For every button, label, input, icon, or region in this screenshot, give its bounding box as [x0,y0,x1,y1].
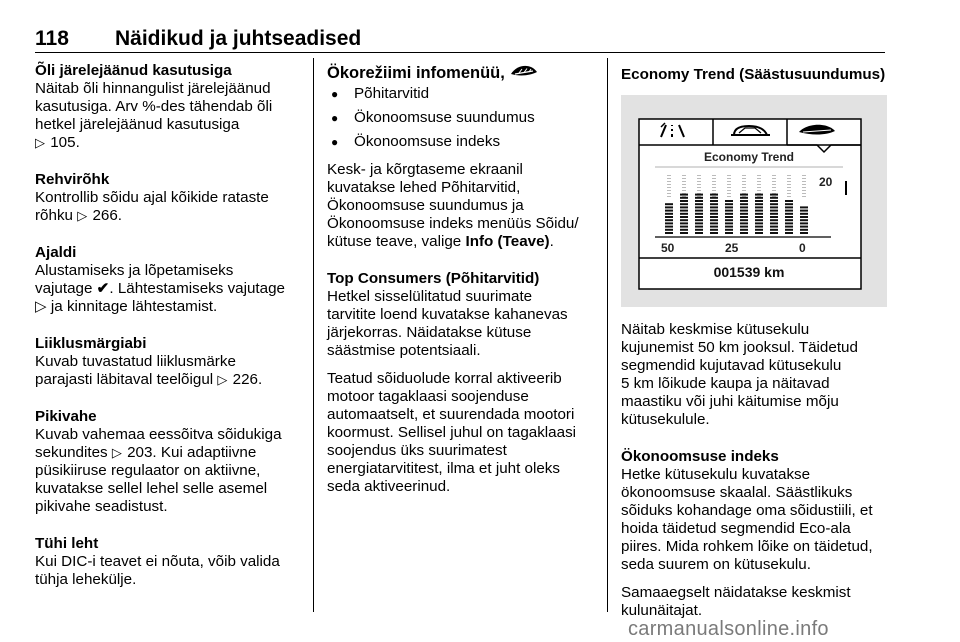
text-fragment: vajutage [35,280,93,297]
section-heading: Ajaldi [35,244,77,261]
text-line: Kuvab vahemaa eessõitva sõidukiga [35,426,282,443]
trend-bar-segment [725,200,733,202]
trend-bar-segment [710,194,718,196]
grid-dot [667,187,671,188]
trend-bar-segment [755,203,763,205]
axis-top-label: 20 [819,175,833,189]
trend-bar-segment [785,203,793,205]
trend-bar-segment [665,232,673,234]
trend-bar-segment [770,216,778,218]
grid-dot [667,181,671,182]
trend-bar-segment [770,232,778,234]
section-economy-index [621,448,889,620]
page-reference-link[interactable]: 266. [92,207,123,224]
text-line [35,444,303,462]
trend-bar-segment [695,197,703,199]
page-reference-link[interactable]: 105. [50,134,80,151]
trend-bar-segment [740,222,748,224]
trend-bar-segment [770,203,778,205]
trend-bar-segment [755,200,763,202]
text-fragment: rõhku [35,207,73,224]
trend-bar-segment [665,216,673,218]
text-line: Kuvab tuvastatud liiklusmärke [35,353,236,370]
menu-name: Info (Teave) [465,232,550,250]
section-heading: Economy Trend (Säästusuundumus) [621,66,886,83]
grid-dot [802,193,806,194]
list-item: ● Ökonoomsuse suundumus [327,109,595,127]
trend-bar-segment [740,213,748,215]
grid-dot [727,181,731,182]
trend-bar-segment [725,222,733,224]
grid-dot [787,196,791,197]
trend-bar-segment [755,213,763,215]
trend-bar-segment [710,206,718,208]
trend-bar-segment [665,210,673,212]
trend-bar-segment [680,219,688,221]
grid-dot [712,187,716,188]
grid-dot [727,184,731,185]
grid-dot [772,184,776,185]
text-line: kasutusiga. Arv %-des tähendab õli [35,98,273,115]
trend-bar-segment [665,206,673,208]
page-reference-icon: ▷ [77,208,88,223]
trend-bar-segment [800,210,808,212]
text-line: säästmise potentsiaali. [327,341,481,359]
trend-bar-segment [725,206,733,208]
trend-bar-segment [725,219,733,221]
grid-dot [742,175,746,176]
trend-bar-segment [695,216,703,218]
page-reference-icon: ▷ [35,135,45,150]
grid-dot [757,181,761,182]
trend-bar-segment [680,210,688,212]
page-title: Näidikud ja juhtseadised [115,27,362,50]
axis-label-50: 50 [661,241,675,255]
grid-dot [742,187,746,188]
section-heading: Õli järelejäänud kasutusiga [35,62,232,79]
text-line: tarvitite loend kuvatakse kahanevas [327,305,568,323]
trend-bar-segment [695,200,703,202]
grid-dot [667,196,671,197]
text-line: pikivahe seadistust. [35,498,168,515]
grid-dot [682,175,686,176]
trend-bar-segment [755,219,763,221]
text-line: Ökonoomsuse suundumus ja [327,196,524,214]
section-heading: Rehvirõhk [35,171,110,188]
trend-bar-segment [800,216,808,218]
trend-bar-segment [755,226,763,228]
grid-dot [802,184,806,185]
trend-bar-segment [725,216,733,218]
grid-dot [682,178,686,179]
section-heading [327,62,595,85]
grid-dot [787,175,791,176]
grid-dot [667,190,671,191]
paragraph-intro [327,161,595,251]
grid-dot [682,190,686,191]
grid-dot [772,181,776,182]
grid-dot [697,181,701,182]
text-fragment: sekundites [35,444,108,461]
column-divider-2 [607,58,608,612]
grid-dot [727,187,731,188]
trend-bar-segment [665,222,673,224]
text-fragment: . Lähtestamiseks vajutage [109,280,285,297]
text-line: ökonoomsuse skaalal. Säästlikuks [621,484,853,501]
text-line: Näitab keskmise kütusekulu [621,321,810,338]
text-line: Teatud sõiduolude korral aktiveerib [327,369,562,387]
text-line: tühja lehekülje. [35,571,137,588]
trend-bar-segment [710,216,718,218]
text-line: kulunäitajat. [621,602,703,619]
text-line: energiatarvititest, ilma et juht oleks [327,459,560,477]
grid-dot [787,178,791,179]
heading-text: Ökorežiimi infomenüü, [327,64,505,82]
trend-bar-segment [695,210,703,212]
scale-marker [845,181,847,195]
grid-dot [757,175,761,176]
trend-bar-segment [740,203,748,205]
trend-bar-segment [785,232,793,234]
text-fragment: . [549,232,554,250]
trend-bar-segment [785,229,793,231]
text-line: Alustamiseks ja lõpetamiseks [35,262,234,279]
section-tire-pressure [35,171,303,225]
trend-bar-segment [770,219,778,221]
section-traffic-sign-assist [35,335,303,389]
column-left [35,62,303,608]
trend-bar-segment [710,213,718,215]
grid-dot [712,175,716,176]
trend-bar-segment [785,219,793,221]
page-reference-icon: ▷ [111,445,122,460]
grid-dot [682,181,686,182]
trend-bar-segment [680,197,688,199]
grid-dot [802,196,806,197]
grid-dot [802,175,806,176]
text-line: Ökonoomsuse indeks menüüs Sõidu/ [327,214,579,232]
grid-dot [727,175,731,176]
trend-bar-segment [665,226,673,228]
trend-bar-segment [740,194,748,196]
section-heading: Tühi leht [35,535,99,552]
axis-label-0: 0 [799,241,806,255]
text-fragment: Kui adaptiivne [160,444,257,461]
text-line: Hetkel sisselülitatud suurimate [327,287,533,305]
text-line [35,134,303,152]
grid-dot [667,175,671,176]
trend-bar-segment [755,210,763,212]
text-line: Kontrollib sõidu ajal kõikide rataste [35,189,269,206]
grid-dot [802,181,806,182]
trend-bar-segment [755,229,763,231]
grid-dot [727,178,731,179]
grid-dot [787,184,791,185]
economy-trend-display [621,95,887,307]
grid-dot [712,184,716,185]
grid-dot [787,187,791,188]
trend-bar-segment [755,222,763,224]
list-item: ● Põhitarvitid [327,85,595,103]
trend-bar-segment [680,226,688,228]
trend-bar-segment [770,200,778,202]
grid-dot [727,193,731,194]
section-timer [35,244,303,316]
trend-bar-segment [680,194,688,196]
trend-bar-segment [785,213,793,215]
grid-dot [772,187,776,188]
paragraph-trend [621,321,889,429]
trend-bar-segment [680,229,688,231]
trend-bar-segment [755,206,763,208]
trend-bar-segment [710,226,718,228]
trend-bar-segment [755,216,763,218]
grid-dot [697,175,701,176]
text-line: automaatselt, et suurendada mootori [327,405,575,423]
trend-bar-segment [710,210,718,212]
trend-bar-segment [770,213,778,215]
trend-bar-segment [740,206,748,208]
trend-bar-segment [680,203,688,205]
trend-bar-segment [755,232,763,234]
odometer-readout: 001539 km [713,264,785,280]
trend-bar-segment [755,197,763,199]
trend-bar-segment [740,229,748,231]
grid-dot [787,181,791,182]
trend-bar-segment [695,229,703,231]
page-number: 118 [35,27,69,50]
grid-dot [742,190,746,191]
text-line: kujunemist 50 km jooksul. Täidetud [621,339,858,356]
axis-label-25: 25 [725,241,739,255]
trend-bar-segment [725,213,733,215]
trend-bar-segment [665,219,673,221]
trend-bar-segment [770,210,778,212]
grid-dot [697,178,701,179]
trend-bar-segment [680,206,688,208]
trend-bar-segment [770,206,778,208]
text-fragment: ja kinnitage lähtestamist. [50,298,218,315]
grid-dot [742,184,746,185]
trend-bar-segment [740,200,748,202]
trend-bar-segment [695,203,703,205]
section-heading: Pikivahe [35,408,97,425]
grid-dot [772,175,776,176]
text-line: motoor tagaklaasi soojenduse [327,387,529,405]
trend-bar-segment [755,194,763,196]
trend-bar-segment [740,210,748,212]
text-line: soojendus üks suurimatest [327,441,507,459]
trend-bar-segment [800,222,808,224]
trend-bar-segment [695,232,703,234]
section-heading: Liiklusmärgiabi [35,335,147,352]
column-divider-1 [313,58,314,612]
trend-bar-segment [785,216,793,218]
text-line: kuvatakse lehed Põhitarvitid, [327,178,521,196]
screen-label: Economy Trend [703,150,795,164]
trend-bar-segment [800,226,808,228]
grid-dot [682,184,686,185]
trend-bar-segment [680,216,688,218]
page-reference-link[interactable]: 203. [127,444,157,461]
text-line [35,298,303,316]
trend-bar-segment [710,200,718,202]
page-reference-link[interactable]: 226. [232,371,263,388]
trend-bar-segment [710,232,718,234]
trend-bar-segment [800,229,808,231]
grid-dot [802,178,806,179]
trend-bar-segment [800,213,808,215]
watermark: carmanualsonline.info [628,618,829,640]
grid-dot [697,184,701,185]
trend-bar-segment [665,229,673,231]
grid-dot [757,178,761,179]
grid-dot [697,187,701,188]
trend-bar-segment [725,229,733,231]
page-header [35,26,885,53]
text-line: Samaaegselt näidatakse keskmist [621,584,851,601]
trend-bar-segment [785,226,793,228]
list-item: ● Ökonoomsuse indeks [327,133,595,151]
text-line: Kui DIC-i teavet ei nõuta, võib valida [35,553,280,570]
trend-bar-segment [740,219,748,221]
trend-bar-segment [710,203,718,205]
bullet-list [327,85,595,151]
grid-dot [802,187,806,188]
text-line [35,207,303,225]
trend-bar-segment [710,197,718,199]
text-line: sõiduks kohandage oma sõidustiili, et [621,502,873,519]
trend-bar-segment [770,226,778,228]
trend-bar-segment [725,203,733,205]
trend-bar-segment [740,226,748,228]
trend-bar-segment [710,222,718,224]
text-line: segmendid kujutavad kütusekulu [621,357,842,374]
grid-dot [757,184,761,185]
text-line [35,280,303,298]
grid-dot [772,178,776,179]
column-right [621,62,889,620]
trend-bar-segment [680,232,688,234]
text-line: seda suurem on kütusekulu. [621,556,811,573]
text-line [35,371,303,389]
grid-dot [667,178,671,179]
trend-bar-segment [680,213,688,215]
text-line: kütusekulule. [621,411,710,428]
section-oil-life [35,62,303,152]
trend-bar-segment [695,222,703,224]
grid-dot [712,181,716,182]
grid-dot [757,190,761,191]
trend-bar-segment [770,194,778,196]
text-line: seda aktiveerinud. [327,477,451,495]
text-fragment: parajasti läbitaval teelõigul [35,371,214,388]
grid-dot [772,190,776,191]
text-line: kuvatakse sellel lehel selle asemel [35,480,268,497]
trend-bar-segment [740,216,748,218]
grid-dot [682,187,686,188]
trend-bar-segment [770,229,778,231]
grid-dot [787,190,791,191]
text-line: hetkel järelejäänud kasutusiga [35,116,240,133]
trend-bar-segment [800,219,808,221]
trend-bar-segment [665,213,673,215]
section-heading: Ökonoomsuse indeks [621,448,779,465]
trend-bar-segment [680,200,688,202]
grid-dot [802,190,806,191]
trend-bar-segment [770,197,778,199]
trend-bar-segment [770,222,778,224]
grid-dot [712,190,716,191]
text-line: hoida täidetud segmendid Eco-ala [621,520,851,537]
text-line: püsikiiruse regulaator on aktiivne, [35,462,261,479]
section-following-distance [35,408,303,516]
trend-bar-segment [785,200,793,202]
trend-bar-segment [785,210,793,212]
trend-bar-segment [695,194,703,196]
grid-dot [667,184,671,185]
text-line: maastiku või juhi käitumise mõju [621,393,839,410]
play-arrow-icon: ▷ [35,298,47,315]
text-line: Hetke kütusekulu kuvatakse [621,466,811,483]
trend-bar-segment [740,197,748,199]
trend-bar-segment [785,222,793,224]
text-line: koormust. Sellisel juhul on tagaklaasi [327,423,577,441]
text-line [327,233,595,251]
checkmark-icon: ✔ [96,280,110,297]
text-line: piires. Mida rohkem lõike on täidetud, [621,538,873,555]
section-top-consumers [327,270,595,496]
trend-bar-segment [725,210,733,212]
trend-bar-segment [710,219,718,221]
page-reference-icon: ▷ [217,372,228,387]
section-blank-page [35,535,303,589]
trend-bar-segment [680,222,688,224]
text-line: järjekorras. Näidatakse kütuse [327,323,532,341]
text-fragment: kütuse teave, valige [327,232,462,250]
grid-dot [712,178,716,179]
text-line: 5 km lõikude kaupa ja näitavad [621,375,830,392]
trend-bar-segment [725,232,733,234]
grid-dot [667,193,671,194]
trend-bar-segment [695,219,703,221]
trend-bar-segment [800,206,808,208]
grid-dot [727,190,731,191]
trend-bar-segment [695,206,703,208]
eco-leaf-icon [509,63,539,85]
trend-bar-segment [785,206,793,208]
dic-screen-illustration [621,95,887,307]
trend-bar-segment [800,232,808,234]
grid-dot [787,193,791,194]
trend-bar-segment [695,226,703,228]
text-line: Näitab õli hinnangulist järelejäänud [35,80,271,97]
trend-bar-segment [740,232,748,234]
text-line: Kesk- ja kõrgtaseme ekraanil [327,160,523,178]
grid-dot [757,187,761,188]
section-heading: Top Consumers (Põhitarvitid) [327,269,540,287]
grid-dot [742,178,746,179]
grid-dot [742,181,746,182]
trend-bar-segment [665,203,673,205]
trend-bar-segment [725,226,733,228]
column-middle [327,62,595,496]
trend-bar-segment [695,213,703,215]
grid-dot [697,190,701,191]
grid-dot [727,196,731,197]
trend-bar-segment [710,229,718,231]
